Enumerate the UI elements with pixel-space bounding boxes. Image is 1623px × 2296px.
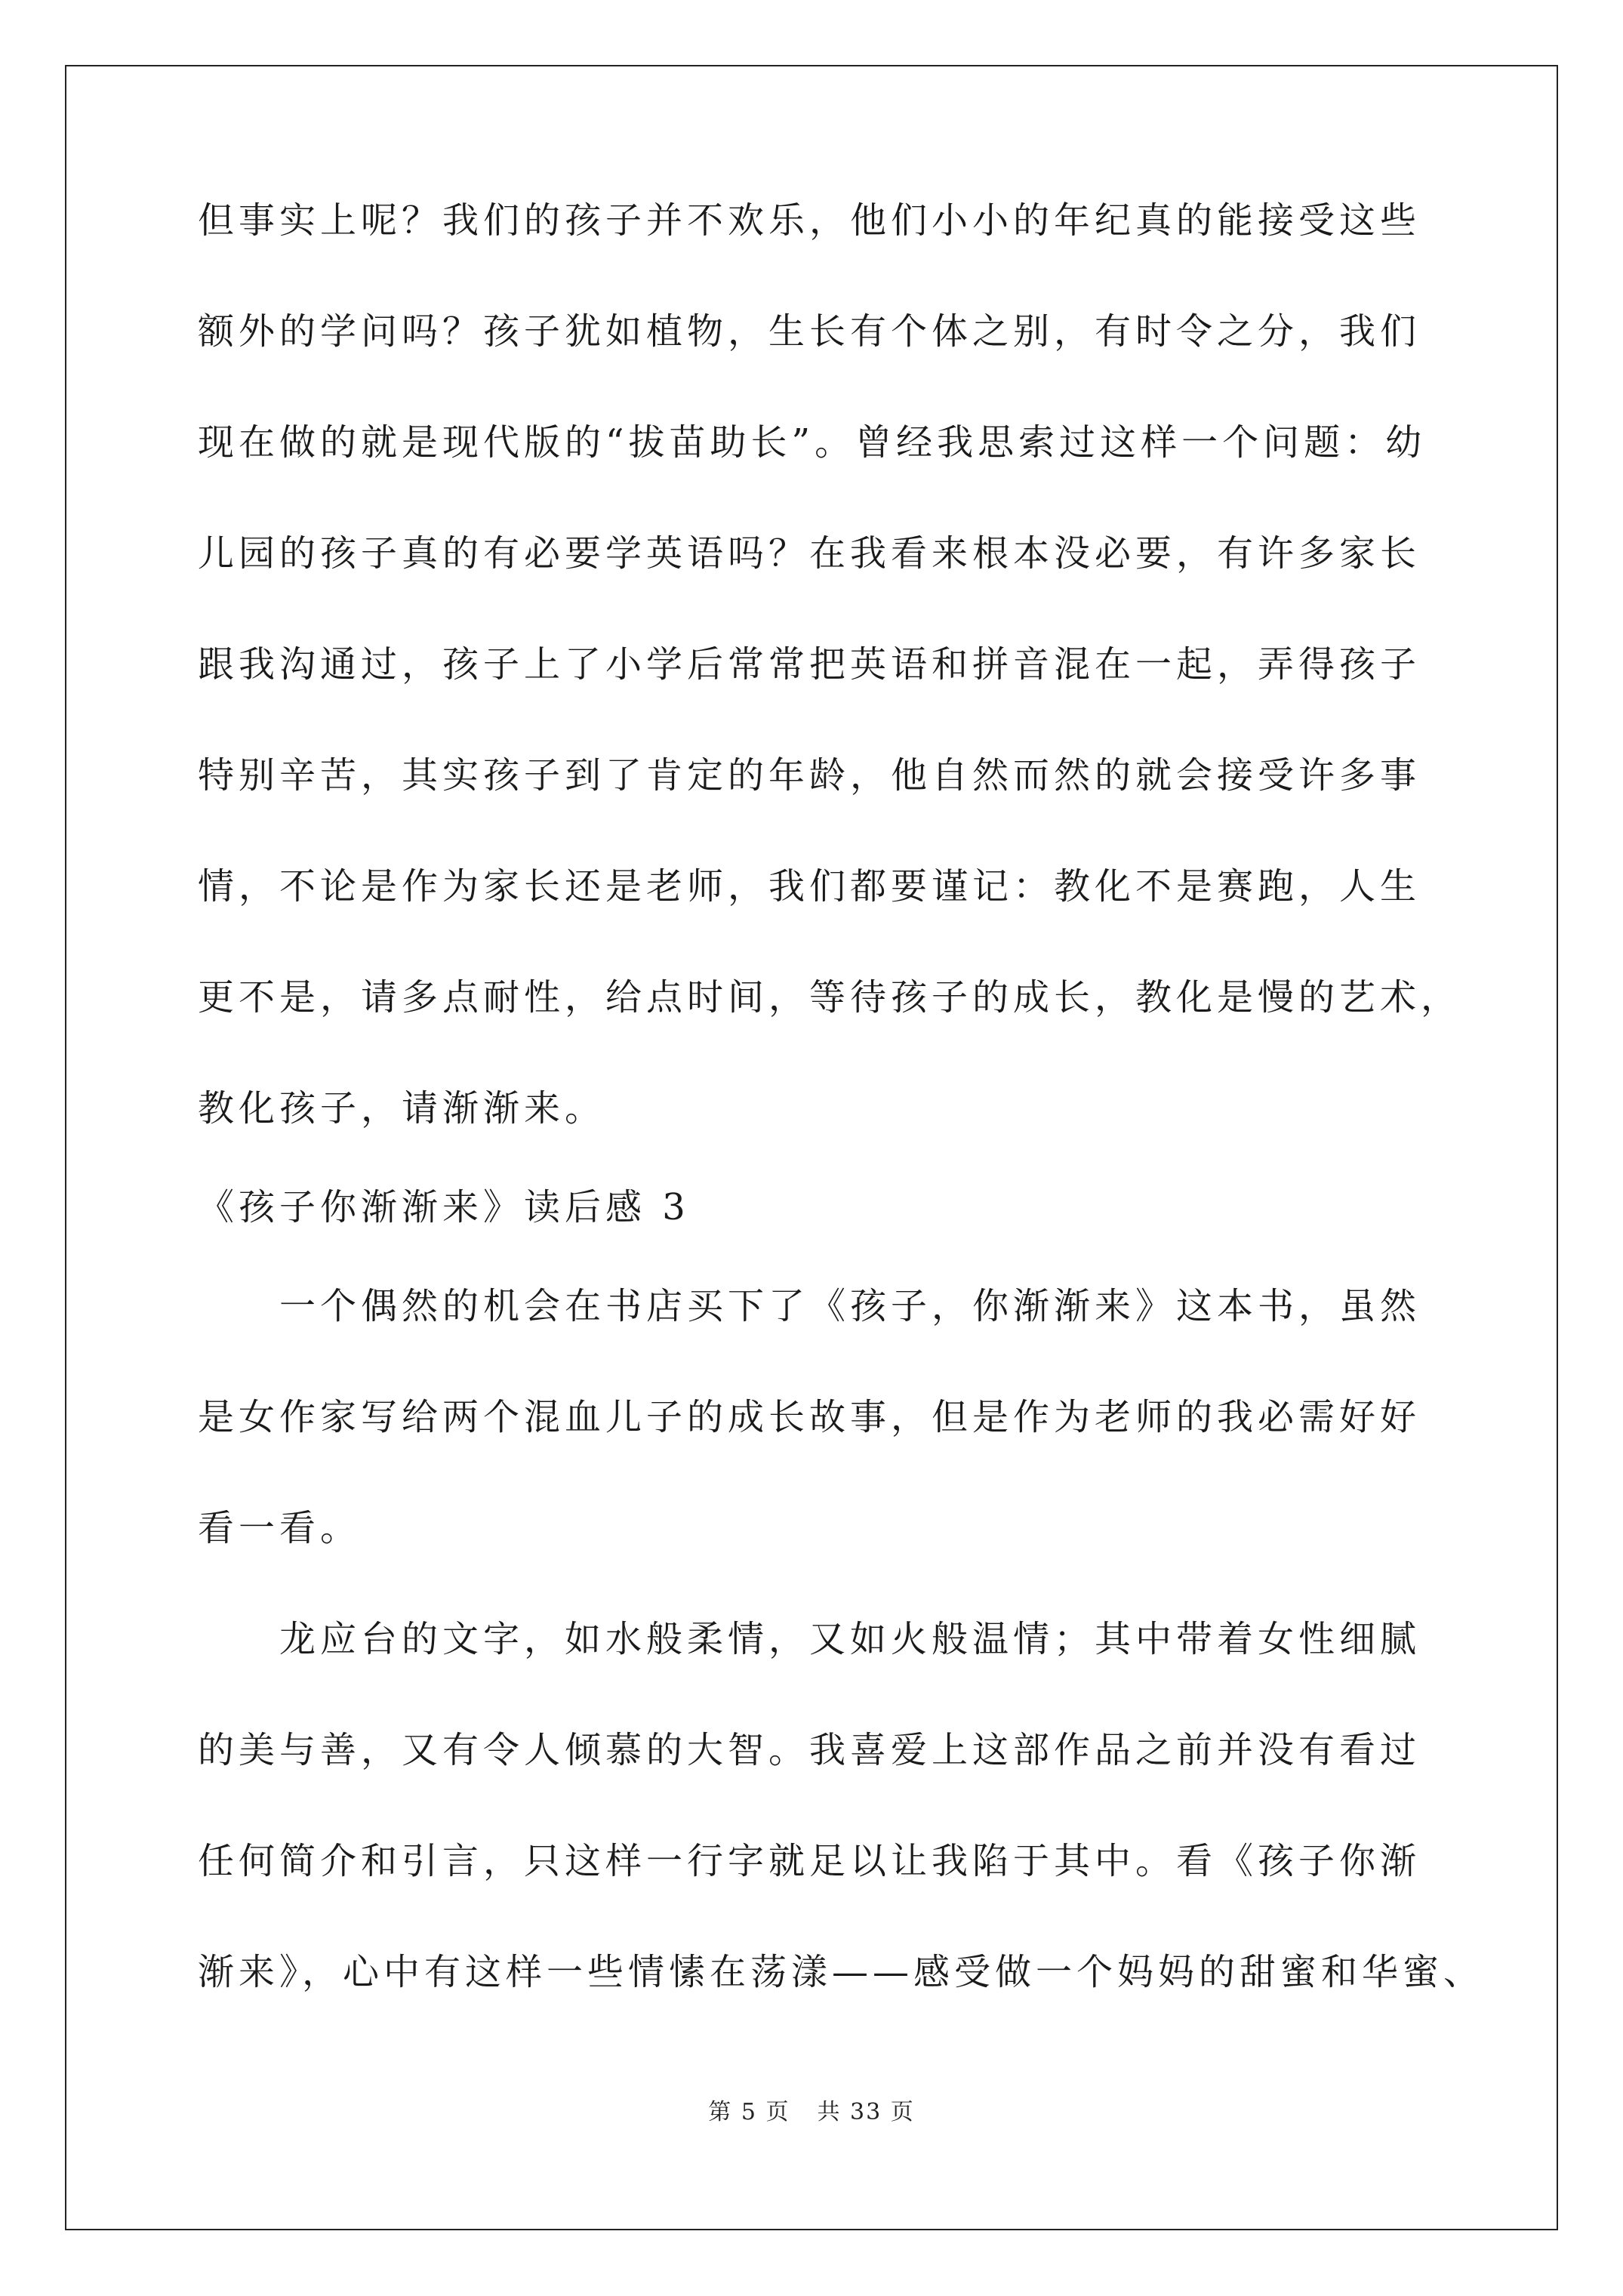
paragraph-line: 跟我沟通过，孩子上了小学后常常把英语和拼音混在一起，弄得孩子 — [198, 643, 1421, 686]
paragraph-line: 现在做的就是现代版的“拔苗助长”。曾经我思索过这样一个问题：幼 — [198, 421, 1427, 464]
paragraph-line: 更不是，请多点耐性，给点时间，等待孩子的成长，教化是慢的艺术， — [198, 976, 1462, 1019]
page-total: 共 33 页 — [817, 2099, 915, 2125]
paragraph-line: 额外的学问吗？孩子犹如植物，生长有个体之别，有时令之分，我们 — [198, 310, 1421, 353]
paragraph-line: 特别辛苦，其实孩子到了肯定的年龄，他自然而然的就会接受许多事 — [198, 754, 1421, 797]
document-body — [198, 199, 1485, 2065]
paragraph-line: 儿园的孩子真的有必要学英语吗？在我看来根本没必要，有许多家长 — [198, 532, 1421, 575]
paragraph-line: 的美与善，又有令人倾慕的大智。我喜爱上这部作品之前并没有看过 — [198, 1729, 1421, 1771]
paragraph-line: 龙应台的文字，如水般柔情，又如火般温情；其中带着女性细腻 — [198, 1618, 1421, 1660]
paragraph-line: 但事实上呢？我们的孩子并不欢乐，他们小小的年纪真的能接受这些 — [198, 199, 1421, 242]
paragraph-line: 一个偶然的机会在书店买下了《孩子，你渐渐来》这本书，虽然 — [198, 1285, 1421, 1327]
paragraph-line: 看一看。 — [198, 1507, 362, 1549]
page-number: 第 5 页 — [708, 2099, 790, 2125]
page-footer — [0, 2093, 1623, 2126]
paragraph-line: 是女作家写给两个混血儿子的成长故事，但是作为老师的我必需好好 — [198, 1396, 1421, 1438]
paragraph-line: 任何简介和引言，只这样一行字就足以让我陷于其中。看《孩子你渐 — [198, 1840, 1421, 1882]
section-heading: 《孩子你渐渐来》读后感 3 — [198, 1186, 690, 1228]
paragraph-line: 教化孩子，请渐渐来。 — [198, 1087, 606, 1130]
paragraph-line: 渐来》，心中有这样一些情愫在荡漾——感受做一个妈妈的甜蜜和华蜜、 — [198, 1951, 1485, 1993]
paragraph-line: 情，不论是作为家长还是老师，我们都要谨记：教化不是赛跑，人生 — [198, 865, 1421, 908]
